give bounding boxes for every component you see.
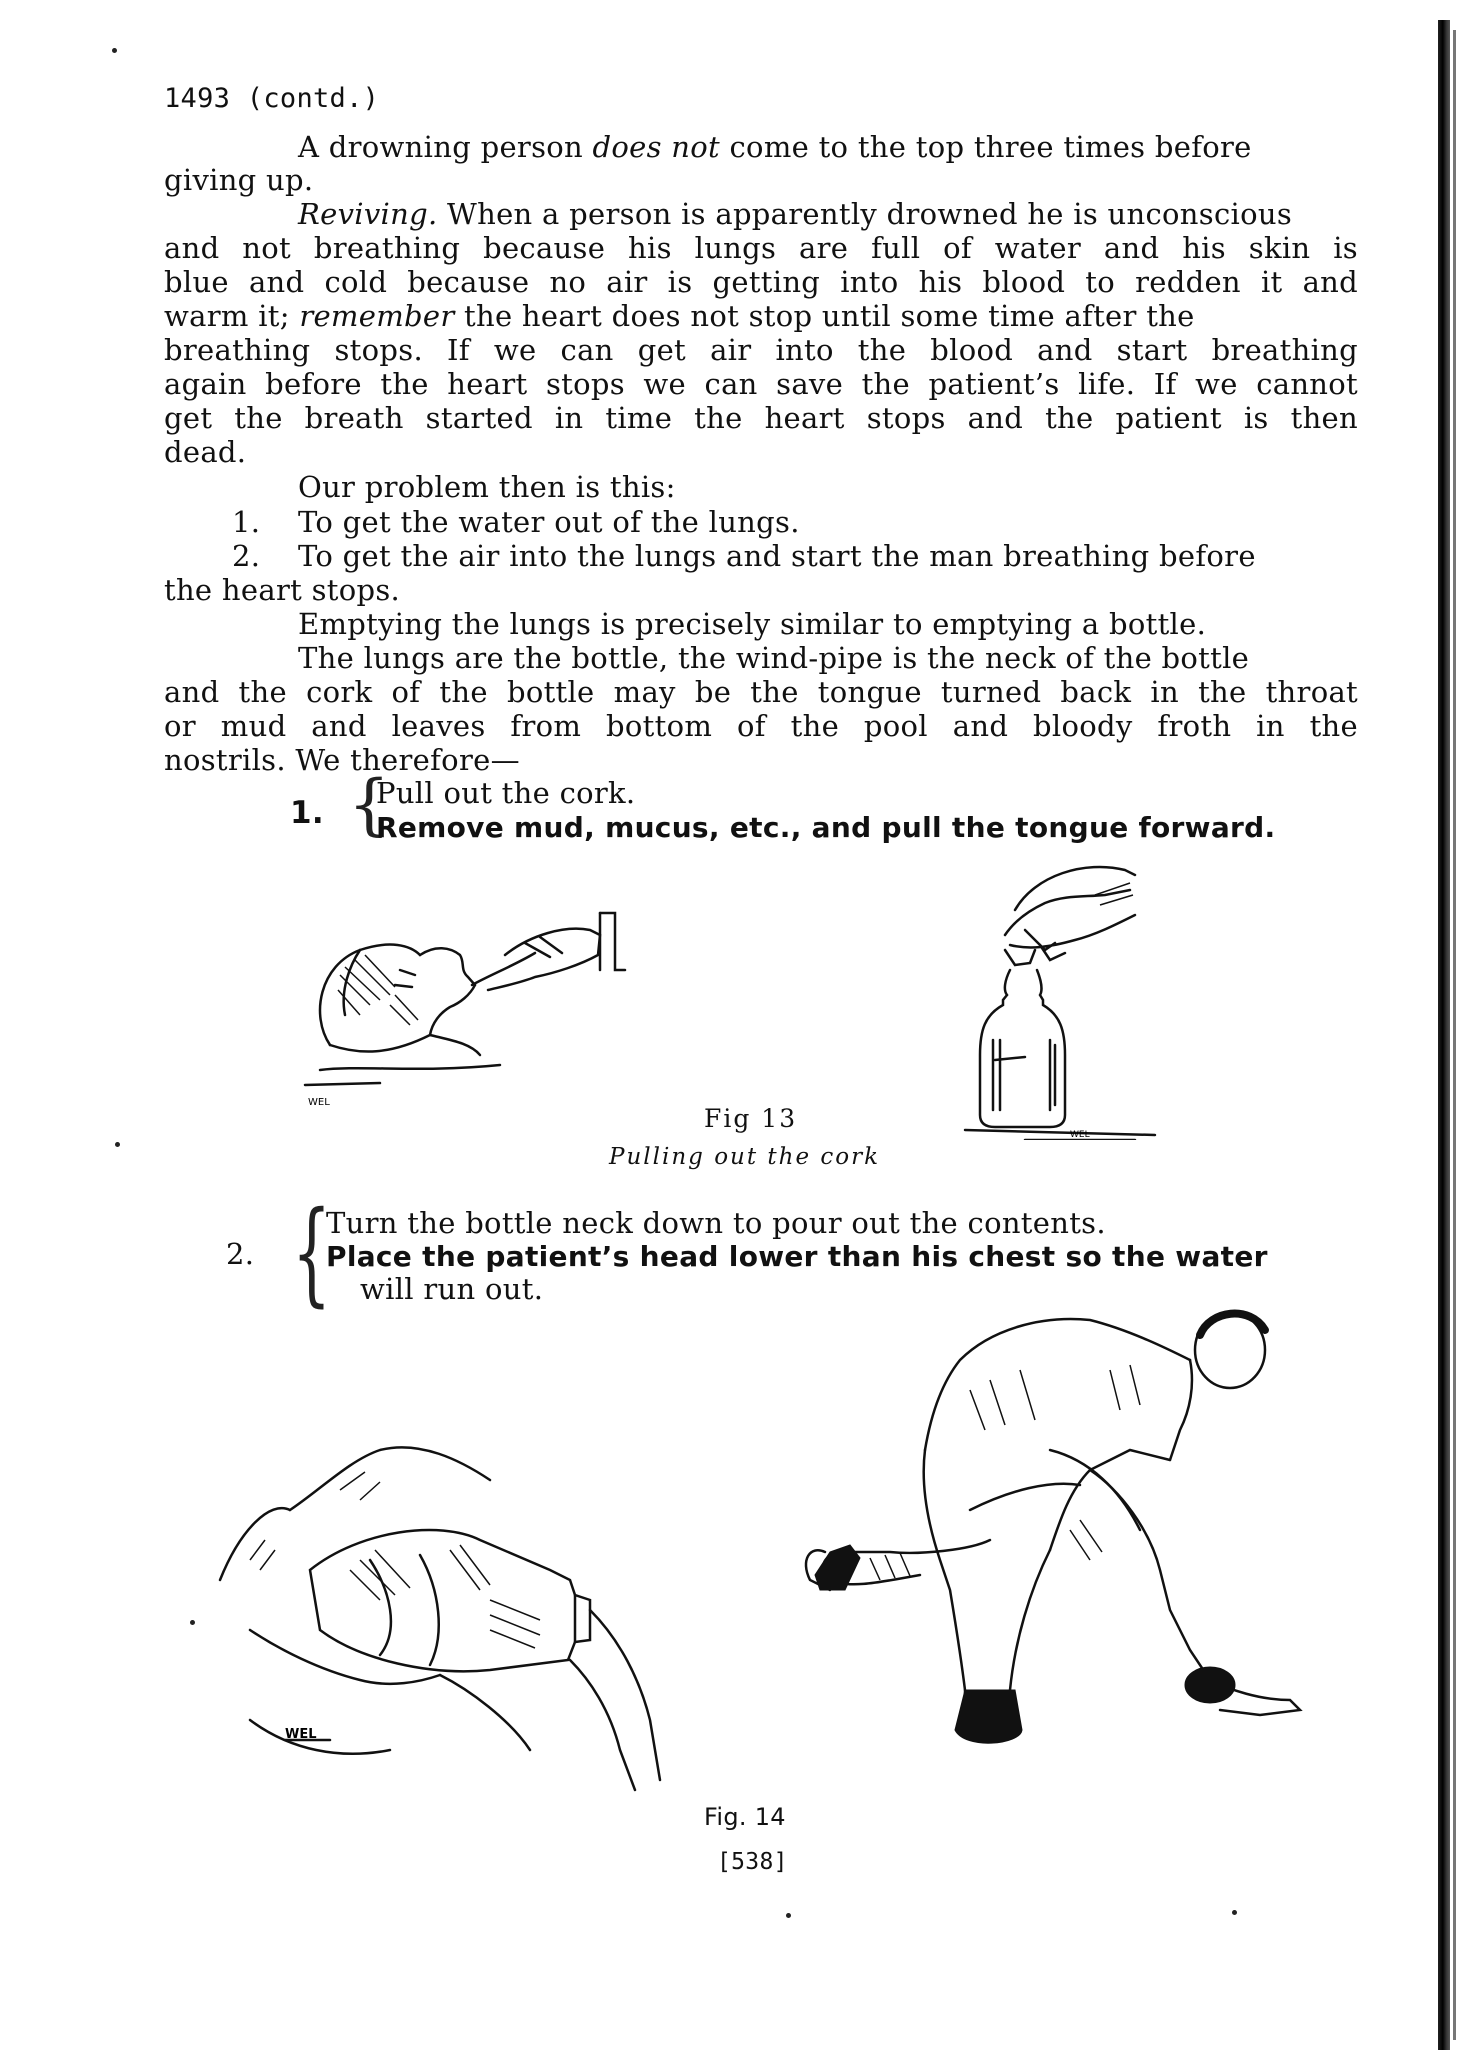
step-line: Turn the bottle neck down to pour out the contents.: [326, 1206, 1106, 1240]
paragraph-line: Emptying the lungs is precisely similar to emptying a bottle.: [298, 607, 1207, 641]
paragraph-line: and not breathing because his lungs are full of water and his skin is: [164, 231, 1358, 265]
page-number: [538]: [717, 1849, 788, 1875]
paragraph-line: dead.: [164, 435, 247, 469]
binding-edge: [1438, 20, 1450, 2050]
figure-label: Fig. 14: [704, 1803, 786, 1831]
figure-rescuer-illustration: [790, 1290, 1320, 1790]
paragraph-line: blue and cold because no air is getting into his blood to redden it and: [164, 265, 1358, 299]
list-item-text: To get the water out of the lungs.: [298, 505, 800, 539]
figure-label: Fig 13: [704, 1104, 798, 1133]
paragraph-line: the heart stops.: [164, 573, 401, 607]
speck: [112, 48, 117, 53]
speck: [786, 1913, 791, 1918]
figure-caption: Pulling out the cork: [609, 1144, 881, 1170]
step-line: Place the patient’s head lower than his chest so the water: [326, 1240, 1268, 1273]
paragraph-line: again before the heart stops we can save the patient’s life. If we cannot: [164, 367, 1358, 401]
artist-signature: WEL: [1070, 1130, 1090, 1140]
paragraph-line: breathing stops. If we can get air into the blood and start breathing: [164, 333, 1358, 367]
artist-signature: WEL: [285, 1727, 317, 1742]
section-header: 1493 (contd.): [164, 83, 380, 114]
paragraph-line: Our problem then is this:: [298, 470, 676, 504]
paragraph-line: warm it; remember the heart does not stop until some time after the: [164, 299, 1195, 333]
paragraph-line: The lungs are the bottle, the wind-pipe is the neck of the bottle: [298, 641, 1250, 675]
speck: [1232, 1910, 1237, 1915]
binding-edge-shadow: [1453, 30, 1456, 2040]
figure-head-illustration: [300, 895, 630, 1115]
list-item-number: 2.: [232, 539, 261, 573]
paragraph-line: giving up.: [164, 163, 314, 197]
step-number: 1.: [290, 795, 324, 831]
step-line: Pull out the cork.: [376, 776, 636, 810]
list-item-number: 1.: [232, 505, 261, 539]
paragraph-line: nostrils. We therefore—: [164, 743, 520, 777]
paragraph-line: Reviving. When a person is apparently drowned he is unconscious: [298, 197, 1293, 231]
step-number: 2.: [226, 1237, 255, 1271]
speck: [115, 1142, 120, 1147]
paragraph-line: get the breath started in time the heart stops and the patient is then: [164, 401, 1358, 435]
paragraph-line: A drowning person does not come to the top three times before: [298, 130, 1252, 164]
artist-signature: WEL: [308, 1097, 330, 1108]
figure-inverted-bottle-illustration: [190, 1420, 710, 1800]
list-item-text: To get the air into the lungs and start the man breathing before: [298, 539, 1256, 573]
brace-symbol: {: [348, 766, 390, 843]
paragraph-line: or mud and leaves from bottom of the pool and bloody froth in the: [164, 709, 1358, 743]
brace-symbol: {: [292, 1188, 332, 1318]
figure-bottle-illustration: [955, 855, 1180, 1140]
step-line: will run out.: [360, 1272, 544, 1306]
paragraph-line: and the cork of the bottle may be the tongue turned back in the throat: [164, 675, 1358, 709]
step-line: Remove mud, mucus, etc., and pull the tongue forward.: [376, 811, 1276, 844]
